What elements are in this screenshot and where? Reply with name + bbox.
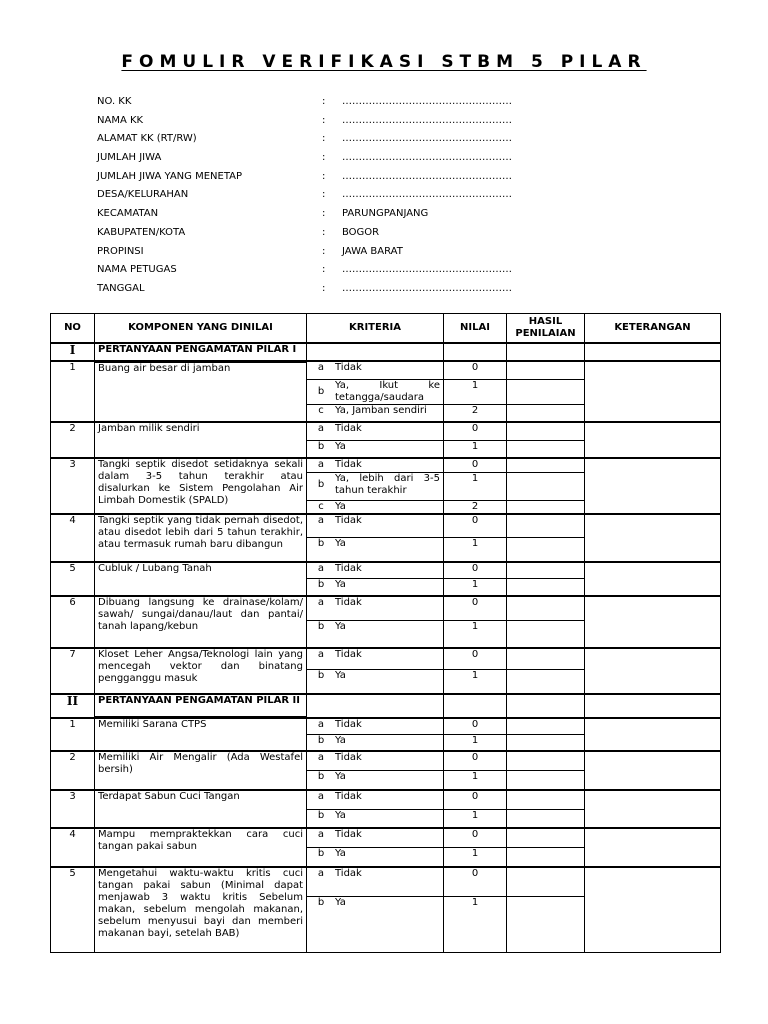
item-component: Jamban milik sendiri — [95, 422, 307, 458]
table-row — [51, 648, 721, 670]
item-number: 1 — [51, 361, 95, 422]
criteria-key: b — [317, 810, 325, 821]
keterangan-cell[interactable] — [585, 422, 721, 458]
criteria-wrap — [307, 405, 443, 417]
info-row — [97, 244, 597, 263]
criteria-wrap — [307, 563, 443, 575]
table-row — [51, 790, 721, 810]
table-row — [51, 422, 721, 440]
keterangan-cell[interactable] — [585, 458, 721, 514]
hasil-penilaian-cell[interactable] — [507, 458, 585, 472]
criteria-cell — [307, 579, 444, 596]
criteria-cell — [307, 670, 444, 694]
info-label: NAMA PETUGAS — [97, 264, 177, 276]
item-component: Mengetahui waktu-waktu kritis cuci tangan pakai sabun (Minimal dapat menjawab 3 waktu kritis Sebelum makan, sebelum mengolah makanan, sebelum menyusui bayi dan memberi makanan bayi, setelah BAB) — [95, 867, 307, 953]
criteria-key: a — [317, 828, 325, 840]
criteria-key: a — [317, 867, 325, 879]
criteria-wrap — [307, 810, 443, 822]
item-number: 2 — [51, 751, 95, 790]
criteria-wrap — [307, 791, 443, 803]
info-label: KECAMATAN — [97, 208, 159, 220]
table-header-row — [51, 314, 721, 344]
criteria-cell — [307, 379, 444, 404]
item-component: Tangki septik disedot setidaknya sekali dalam 3-5 tahun terakhir atau disalurkan ke Sistem Pengolahan Air Limbah Domestik (SPALD) — [95, 458, 307, 514]
criteria-text: Tidak — [335, 514, 362, 526]
criteria-cell — [307, 751, 444, 771]
criteria-key: b — [317, 848, 325, 859]
criteria-key: b — [317, 440, 325, 452]
criteria-cell — [307, 897, 444, 953]
info-value: …………………………………………… — [342, 189, 512, 201]
info-value: …………………………………………… — [342, 133, 512, 145]
criteria-text: Ya — [335, 538, 346, 549]
criteria-key: a — [317, 514, 325, 526]
info-value: …………………………………………… — [342, 282, 512, 294]
section-title: PERTANYAAN PENGAMATAN PILAR I — [95, 343, 307, 361]
header-komponen: KOMPONEN YANG DINILAI — [95, 314, 307, 344]
criteria-cell — [307, 500, 444, 514]
info-colon: : — [322, 282, 326, 294]
criteria-wrap — [307, 752, 443, 764]
info-label: DESA/KELURAHAN — [97, 189, 189, 201]
item-component: Tangki septik yang tidak pernah disedot, atau disedot lebih dari 5 tahun terakhir, atau termasuk rumah baru dibangun — [95, 514, 307, 562]
hasil-penilaian-cell[interactable] — [507, 648, 585, 670]
info-row — [97, 281, 597, 300]
info-colon: : — [322, 114, 326, 126]
table-row — [51, 562, 721, 579]
info-colon: : — [322, 226, 326, 238]
criteria-wrap — [307, 362, 443, 374]
criteria-key: a — [317, 562, 325, 574]
criteria-wrap — [307, 670, 443, 682]
nilai-value: 2 — [444, 404, 507, 422]
criteria-cell — [307, 538, 444, 562]
nilai-value: 1 — [444, 379, 507, 404]
criteria-key: b — [317, 478, 325, 490]
item-component: Dibuang langsung ke drainase/kolam/ sawah/ sungai/danau/laut dan pantai/ tanah lapang/kebun — [95, 596, 307, 648]
item-number: 6 — [51, 596, 95, 648]
keterangan-cell[interactable] — [585, 596, 721, 648]
nilai-value: 1 — [444, 670, 507, 694]
info-label: ALAMAT KK (RT/RW) — [97, 133, 197, 145]
info-value: JAWA BARAT — [342, 245, 403, 257]
hasil-penilaian-cell[interactable] — [507, 735, 585, 751]
criteria-key: a — [317, 790, 325, 802]
info-label: NAMA KK — [97, 114, 144, 126]
criteria-cell — [307, 422, 444, 440]
nilai-value: 0 — [444, 514, 507, 538]
criteria-text: Tidak — [335, 596, 362, 608]
criteria-wrap — [307, 897, 443, 909]
nilai-value: 0 — [444, 458, 507, 472]
empty-cell — [307, 694, 444, 718]
nilai-value: 0 — [444, 648, 507, 670]
nilai-value: 0 — [444, 422, 507, 440]
info-colon: : — [322, 245, 326, 257]
keterangan-cell[interactable] — [585, 514, 721, 562]
info-row — [97, 187, 597, 206]
item-component: Cubluk / Lubang Tanah — [95, 562, 307, 596]
criteria-key: a — [317, 718, 325, 730]
table-row — [51, 514, 721, 538]
nilai-value: 0 — [444, 596, 507, 621]
nilai-value: 1 — [444, 538, 507, 562]
item-component: Buang air besar di jamban — [95, 361, 307, 422]
empty-cell — [444, 694, 507, 718]
criteria-key: c — [318, 500, 324, 512]
criteria-cell — [307, 810, 444, 828]
item-component: Mampu mempraktekkan cara cuci tangan pakai sabun — [95, 828, 307, 867]
criteria-cell — [307, 458, 444, 472]
criteria-wrap — [307, 848, 443, 860]
info-label: TANGGAL — [97, 282, 145, 294]
info-label: PROPINSI — [97, 245, 144, 257]
info-colon: : — [322, 152, 326, 164]
criteria-text: Ya, lebih dari 3-5 tahun terakhir — [335, 472, 440, 496]
table-row — [51, 828, 721, 848]
criteria-cell — [307, 361, 444, 379]
criteria-key: a — [317, 423, 325, 434]
item-number: 5 — [51, 562, 95, 596]
hasil-penilaian-cell[interactable] — [507, 538, 585, 562]
criteria-cell — [307, 648, 444, 670]
criteria-wrap — [307, 501, 443, 513]
info-row — [97, 113, 597, 132]
criteria-cell — [307, 514, 444, 538]
info-row — [97, 206, 597, 225]
hasil-penilaian-cell[interactable] — [507, 579, 585, 596]
criteria-text: Tidak — [335, 562, 362, 574]
nilai-value: 0 — [444, 562, 507, 579]
nilai-value: 0 — [444, 718, 507, 735]
section-number: I — [51, 343, 95, 361]
keterangan-cell[interactable] — [585, 828, 721, 867]
info-row — [97, 94, 597, 113]
verification-table — [50, 313, 721, 953]
criteria-wrap — [307, 538, 443, 550]
hasil-penilaian-cell[interactable] — [507, 440, 585, 458]
header-kriteria: KRITERIA — [307, 314, 444, 344]
table-row — [51, 458, 721, 472]
item-number: 4 — [51, 828, 95, 867]
nilai-value: 1 — [444, 621, 507, 648]
table-row — [51, 596, 721, 621]
item-number: 4 — [51, 514, 95, 562]
criteria-key: a — [317, 362, 325, 373]
criteria-wrap — [307, 868, 443, 880]
hasil-penilaian-cell[interactable] — [507, 670, 585, 694]
criteria-key: a — [317, 751, 325, 763]
item-number: 2 — [51, 422, 95, 458]
nilai-value: 1 — [444, 579, 507, 596]
section-title: PERTANYAAN PENGAMATAN PILAR II — [95, 694, 307, 718]
criteria-key: c — [318, 404, 324, 416]
nilai-value: 1 — [444, 472, 507, 500]
criteria-text: Tidak — [335, 790, 362, 802]
item-component: Terdapat Sabun Cuci Tangan — [95, 790, 307, 828]
empty-cell — [507, 343, 585, 361]
keterangan-cell[interactable] — [585, 562, 721, 596]
item-number: 3 — [51, 790, 95, 828]
criteria-text: Ya — [335, 810, 346, 821]
criteria-cell — [307, 472, 444, 500]
info-colon: : — [322, 208, 326, 220]
info-value: BOGOR — [342, 226, 380, 238]
table-row — [51, 718, 721, 735]
criteria-cell — [307, 828, 444, 848]
info-value: …………………………………………… — [342, 264, 512, 276]
hasil-penilaian-cell[interactable] — [507, 500, 585, 514]
hasil-penilaian-cell[interactable] — [507, 848, 585, 867]
criteria-key: b — [317, 771, 325, 782]
nilai-value: 1 — [444, 897, 507, 953]
criteria-wrap — [307, 719, 443, 731]
info-label: JUMLAH JIWA YANG MENETAP — [97, 170, 243, 182]
table-row — [51, 867, 721, 897]
empty-cell — [507, 694, 585, 718]
nilai-value: 0 — [444, 361, 507, 379]
info-colon: : — [322, 170, 326, 182]
criteria-wrap — [307, 649, 443, 661]
nilai-value: 1 — [444, 771, 507, 790]
criteria-text: Tidak — [335, 648, 362, 660]
hasil-penilaian-cell[interactable] — [507, 810, 585, 828]
info-value: PARUNGPANJANG — [342, 208, 429, 220]
info-colon: : — [322, 264, 326, 276]
criteria-cell — [307, 735, 444, 751]
keterangan-cell[interactable] — [585, 718, 721, 751]
hasil-penilaian-cell[interactable] — [507, 771, 585, 790]
header-nilai: NILAI — [444, 314, 507, 344]
nilai-value: 1 — [444, 735, 507, 751]
hasil-penilaian-cell[interactable] — [507, 621, 585, 648]
criteria-text: Ya, Ikut ke tetangga/saudara — [335, 379, 440, 403]
table-row — [51, 361, 721, 379]
criteria-text: Ya — [335, 579, 346, 590]
criteria-text: Ya — [335, 621, 346, 632]
criteria-wrap — [307, 621, 443, 633]
criteria-text: Tidak — [335, 718, 362, 730]
criteria-key: b — [317, 385, 325, 397]
info-value: …………………………………………… — [342, 152, 512, 164]
info-label: KABUPATEN/KOTA — [97, 226, 186, 238]
info-row — [97, 131, 597, 150]
nilai-value: 1 — [444, 810, 507, 828]
info-row — [97, 225, 597, 244]
criteria-cell — [307, 790, 444, 810]
info-row — [97, 262, 597, 281]
keterangan-cell[interactable] — [585, 867, 721, 953]
hasil-penilaian-cell[interactable] — [507, 867, 585, 897]
hasil-penilaian-cell[interactable] — [507, 361, 585, 379]
criteria-text: Ya — [335, 771, 346, 782]
nilai-value: 0 — [444, 828, 507, 848]
criteria-cell — [307, 867, 444, 897]
nilai-value: 0 — [444, 751, 507, 771]
criteria-wrap — [307, 829, 443, 841]
empty-cell — [585, 343, 721, 361]
criteria-text: Tidak — [335, 459, 362, 470]
empty-cell — [585, 694, 721, 718]
criteria-wrap — [307, 597, 443, 609]
table-row — [51, 751, 721, 771]
nilai-value: 0 — [444, 867, 507, 897]
info-block — [97, 94, 597, 300]
nilai-value: 1 — [444, 848, 507, 867]
criteria-text: Ya — [335, 440, 346, 452]
form-title: FOMULIR VERIFIKASI STBM 5 PILAR — [121, 52, 647, 72]
criteria-cell — [307, 848, 444, 867]
criteria-cell — [307, 621, 444, 648]
info-value: …………………………………………… — [342, 114, 512, 126]
item-number: 5 — [51, 867, 95, 953]
item-number: 3 — [51, 458, 95, 514]
hasil-penilaian-cell[interactable] — [507, 751, 585, 771]
keterangan-cell[interactable] — [585, 648, 721, 694]
hasil-penilaian-cell[interactable] — [507, 897, 585, 953]
criteria-wrap — [307, 473, 443, 497]
hasil-penilaian-cell[interactable] — [507, 562, 585, 579]
hasil-penilaian-cell[interactable] — [507, 596, 585, 621]
criteria-cell — [307, 596, 444, 621]
criteria-text: Tidak — [335, 828, 362, 840]
header-no: NO — [51, 314, 95, 344]
item-component: Memiliki Air Mengalir (Ada Westafel bersih) — [95, 751, 307, 790]
criteria-text: Ya — [335, 670, 346, 681]
criteria-cell — [307, 404, 444, 422]
empty-cell — [444, 343, 507, 361]
nilai-value: 2 — [444, 500, 507, 514]
info-value: …………………………………………… — [342, 96, 512, 107]
criteria-text: Ya — [335, 848, 346, 859]
criteria-text: Ya — [335, 735, 346, 746]
criteria-wrap — [307, 423, 443, 435]
criteria-cell — [307, 562, 444, 579]
criteria-key: b — [317, 735, 325, 746]
header-keterangan: KETERANGAN — [585, 314, 721, 344]
criteria-text: Ya — [335, 500, 346, 512]
criteria-text: Tidak — [335, 362, 362, 373]
section-row — [51, 343, 721, 361]
criteria-text: Tidak — [335, 751, 362, 763]
criteria-key: b — [317, 621, 325, 632]
hasil-penilaian-cell[interactable] — [507, 790, 585, 810]
criteria-wrap — [307, 380, 443, 404]
criteria-wrap — [307, 771, 443, 783]
hasil-penilaian-cell[interactable] — [507, 828, 585, 848]
section-number: II — [51, 694, 95, 718]
info-colon: : — [322, 189, 326, 201]
criteria-key: a — [317, 459, 325, 470]
info-label: JUMLAH JIWA — [97, 152, 162, 164]
keterangan-cell[interactable] — [585, 790, 721, 828]
header-hasil: HASIL PENILAIAN — [507, 314, 585, 344]
criteria-wrap — [307, 515, 443, 527]
item-number: 1 — [51, 718, 95, 751]
item-component: Kloset Leher Angsa/Teknologi lain yang mencegah vektor dan binatang pengganggu masuk — [95, 648, 307, 694]
criteria-key: b — [317, 538, 325, 549]
criteria-text: Tidak — [335, 423, 362, 434]
item-number: 7 — [51, 648, 95, 694]
hasil-penilaian-cell[interactable] — [507, 404, 585, 422]
hasil-penilaian-cell[interactable] — [507, 718, 585, 735]
criteria-key: b — [317, 579, 325, 590]
info-colon: : — [322, 96, 326, 107]
criteria-text: Tidak — [335, 867, 362, 879]
nilai-value: 1 — [444, 440, 507, 458]
criteria-key: a — [317, 648, 325, 660]
info-value: …………………………………………… — [342, 170, 512, 182]
criteria-cell — [307, 718, 444, 735]
criteria-key: b — [317, 670, 325, 681]
hasil-penilaian-cell[interactable] — [507, 514, 585, 538]
info-label: NO. KK — [97, 96, 132, 107]
item-component: Memiliki Sarana CTPS — [95, 718, 307, 751]
criteria-wrap — [307, 459, 443, 471]
hasil-penilaian-cell[interactable] — [507, 422, 585, 440]
criteria-text: Ya, Jamban sendiri — [335, 404, 427, 416]
hasil-penilaian-cell[interactable] — [507, 472, 585, 500]
criteria-wrap — [307, 441, 443, 453]
criteria-text: Ya — [335, 897, 346, 908]
criteria-key: a — [317, 596, 325, 608]
section-row — [51, 694, 721, 718]
hasil-penilaian-cell[interactable] — [507, 379, 585, 404]
criteria-wrap — [307, 579, 443, 591]
criteria-cell — [307, 440, 444, 458]
criteria-wrap — [307, 735, 443, 747]
empty-cell — [307, 343, 444, 361]
nilai-value: 0 — [444, 790, 507, 810]
info-row — [97, 169, 597, 188]
keterangan-cell[interactable] — [585, 361, 721, 422]
criteria-key: b — [317, 897, 325, 908]
info-row — [97, 150, 597, 169]
info-colon: : — [322, 133, 326, 145]
criteria-cell — [307, 771, 444, 790]
keterangan-cell[interactable] — [585, 751, 721, 790]
